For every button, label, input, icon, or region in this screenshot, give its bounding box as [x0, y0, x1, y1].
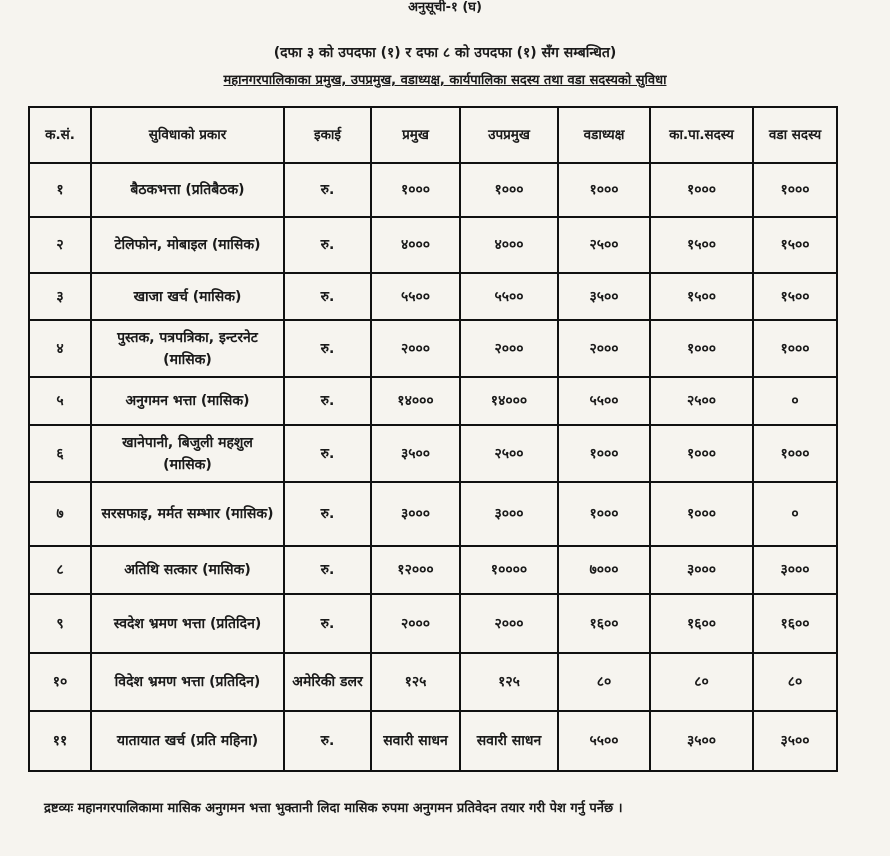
cell-wada-sadasya: १००० — [753, 425, 837, 482]
col-header-unit: इकाई — [284, 107, 371, 163]
cell-pramukh: ४००० — [371, 217, 460, 273]
footnote: द्रष्टव्यः महानगरपालिकामा मासिक अनुगमन भत्ता भुक्तानी लिदा मासिक रुपमा अनुगमन प्रतिवेदन तयार गरी पेश गर्नु पर्नेछ । — [44, 801, 623, 816]
col-header-type: सुविधाको प्रकार — [91, 107, 284, 163]
cell-sn: ८ — [29, 546, 91, 594]
cell-type: खाजा खर्च (मासिक) — [91, 273, 284, 320]
cell-wada-sadasya: १६०० — [753, 594, 837, 653]
table-header-row — [29, 107, 837, 163]
cell-wadadhyaksha: २५०० — [558, 217, 650, 273]
cell-upapramukh: ४००० — [460, 217, 558, 273]
cell-sn: १ — [29, 163, 91, 217]
annex-label: अनुसूची-१ (घ) — [408, 0, 482, 15]
cell-unit: रु. — [284, 482, 371, 546]
cell-wadadhyaksha: १००० — [558, 163, 650, 217]
table-row — [29, 377, 837, 425]
table-row — [29, 711, 837, 771]
cell-wada-sadasya: १५०० — [753, 273, 837, 320]
cell-unit: रु. — [284, 163, 371, 217]
cell-kapa: ३००० — [650, 546, 753, 594]
cell-pramukh: २००० — [371, 320, 460, 377]
cell-kapa: ३५०० — [650, 711, 753, 771]
cell-wada-sadasya: ३००० — [753, 546, 837, 594]
table-row — [29, 217, 837, 273]
cell-wadadhyaksha: ५५०० — [558, 711, 650, 771]
table-row — [29, 273, 837, 320]
cell-kapa: ८० — [650, 653, 753, 711]
cell-sn: ३ — [29, 273, 91, 320]
facilities-table — [28, 106, 838, 772]
cell-pramukh: ३५०० — [371, 425, 460, 482]
cell-wadadhyaksha: २००० — [558, 320, 650, 377]
cell-pramukh: १४००० — [371, 377, 460, 425]
col-header-upapramukh: उपप्रमुख — [460, 107, 558, 163]
cell-unit: रु. — [284, 594, 371, 653]
col-header-pramukh: प्रमुख — [371, 107, 460, 163]
cell-wada-sadasya: ८० — [753, 653, 837, 711]
cell-type: यातायात खर्च (प्रति महिना) — [91, 711, 284, 771]
cell-upapramukh: ३००० — [460, 482, 558, 546]
cell-kapa: १५०० — [650, 217, 753, 273]
cell-kapa: १६०० — [650, 594, 753, 653]
cell-wadadhyaksha: १००० — [558, 425, 650, 482]
cell-type: खानेपानी, बिजुली महशुल (मासिक) — [91, 425, 284, 482]
cell-pramukh: ३००० — [371, 482, 460, 546]
cell-wadadhyaksha: ३५०० — [558, 273, 650, 320]
cell-sn: ९ — [29, 594, 91, 653]
cell-upapramukh: सवारी साधन — [460, 711, 558, 771]
cell-upapramukh: ५५०० — [460, 273, 558, 320]
cell-sn: ११ — [29, 711, 91, 771]
cell-kapa: १००० — [650, 163, 753, 217]
cell-unit: रु. — [284, 217, 371, 273]
cell-type: अनुगमन भत्ता (मासिक) — [91, 377, 284, 425]
cell-wada-sadasya: ३५०० — [753, 711, 837, 771]
table-row — [29, 653, 837, 711]
cell-type: स्वदेश भ्रमण भत्ता (प्रतिदिन) — [91, 594, 284, 653]
cell-unit: रु. — [284, 425, 371, 482]
cell-unit: अमेरिकी डलर — [284, 653, 371, 711]
cell-kapa: १००० — [650, 482, 753, 546]
col-header-wadadhyaksha: वडाध्यक्ष — [558, 107, 650, 163]
cell-unit: रु. — [284, 273, 371, 320]
cell-unit: रु. — [284, 711, 371, 771]
cell-wada-sadasya: १५०० — [753, 217, 837, 273]
document-title-text: महानगरपालिकाका प्रमुख, उपप्रमुख, वडाध्यक्ष, कार्यपालिका सदस्य तथा वडा सदस्यको सुविधा — [223, 73, 667, 88]
cell-sn: ७ — [29, 482, 91, 546]
cell-type: विदेश भ्रमण भत्ता (प्रतिदिन) — [91, 653, 284, 711]
cell-wada-sadasya: १००० — [753, 163, 837, 217]
cell-kapa: १००० — [650, 320, 753, 377]
table-row — [29, 482, 837, 546]
cell-unit: रु. — [284, 546, 371, 594]
cell-upapramukh: २००० — [460, 320, 558, 377]
cell-sn: ४ — [29, 320, 91, 377]
cell-upapramukh: १४००० — [460, 377, 558, 425]
cell-wada-sadasya: ० — [753, 482, 837, 546]
cell-sn: २ — [29, 217, 91, 273]
table-row — [29, 546, 837, 594]
cell-wadadhyaksha: ५५०० — [558, 377, 650, 425]
cell-pramukh: सवारी साधन — [371, 711, 460, 771]
col-header-sn: क.सं. — [29, 107, 91, 163]
document-title — [0, 72, 890, 90]
cell-sn: ६ — [29, 425, 91, 482]
cell-wadadhyaksha: १६०० — [558, 594, 650, 653]
table-row — [29, 320, 837, 377]
cell-upapramukh: २००० — [460, 594, 558, 653]
cell-type: सरसफाइ, मर्मत सम्भार (मासिक) — [91, 482, 284, 546]
cell-pramukh: १००० — [371, 163, 460, 217]
cell-type: अतिथि सत्कार (मासिक) — [91, 546, 284, 594]
cell-type: बैठकभत्ता (प्रतिबैठक) — [91, 163, 284, 217]
cell-wada-sadasya: १००० — [753, 320, 837, 377]
cell-upapramukh: १०००० — [460, 546, 558, 594]
cell-pramukh: ५५०० — [371, 273, 460, 320]
cell-wadadhyaksha: ८० — [558, 653, 650, 711]
cell-pramukh: १२५ — [371, 653, 460, 711]
reference-line: (दफा ३ को उपदफा (१) र दफा ८ को उपदफा (१) सँग सम्बन्धित) — [273, 45, 617, 61]
table-row — [29, 594, 837, 653]
cell-kapa: १००० — [650, 425, 753, 482]
table-row — [29, 163, 837, 217]
cell-kapa: २५०० — [650, 377, 753, 425]
cell-sn: ५ — [29, 377, 91, 425]
cell-type: टेलिफोन, मोबाइल (मासिक) — [91, 217, 284, 273]
cell-kapa: १५०० — [650, 273, 753, 320]
cell-pramukh: २००० — [371, 594, 460, 653]
cell-upapramukh: १००० — [460, 163, 558, 217]
cell-sn: १० — [29, 653, 91, 711]
cell-upapramukh: १२५ — [460, 653, 558, 711]
cell-wada-sadasya: ० — [753, 377, 837, 425]
cell-unit: रु. — [284, 377, 371, 425]
col-header-kapa: का.पा.सदस्य — [650, 107, 753, 163]
cell-wadadhyaksha: १००० — [558, 482, 650, 546]
cell-unit: रु. — [284, 320, 371, 377]
cell-wadadhyaksha: ७००० — [558, 546, 650, 594]
table-row — [29, 425, 837, 482]
cell-pramukh: १२००० — [371, 546, 460, 594]
cell-upapramukh: २५०० — [460, 425, 558, 482]
col-header-wada-sadasya: वडा सदस्य — [753, 107, 837, 163]
cell-type: पुस्तक, पत्रपत्रिका, इन्टरनेट (मासिक) — [91, 320, 284, 377]
